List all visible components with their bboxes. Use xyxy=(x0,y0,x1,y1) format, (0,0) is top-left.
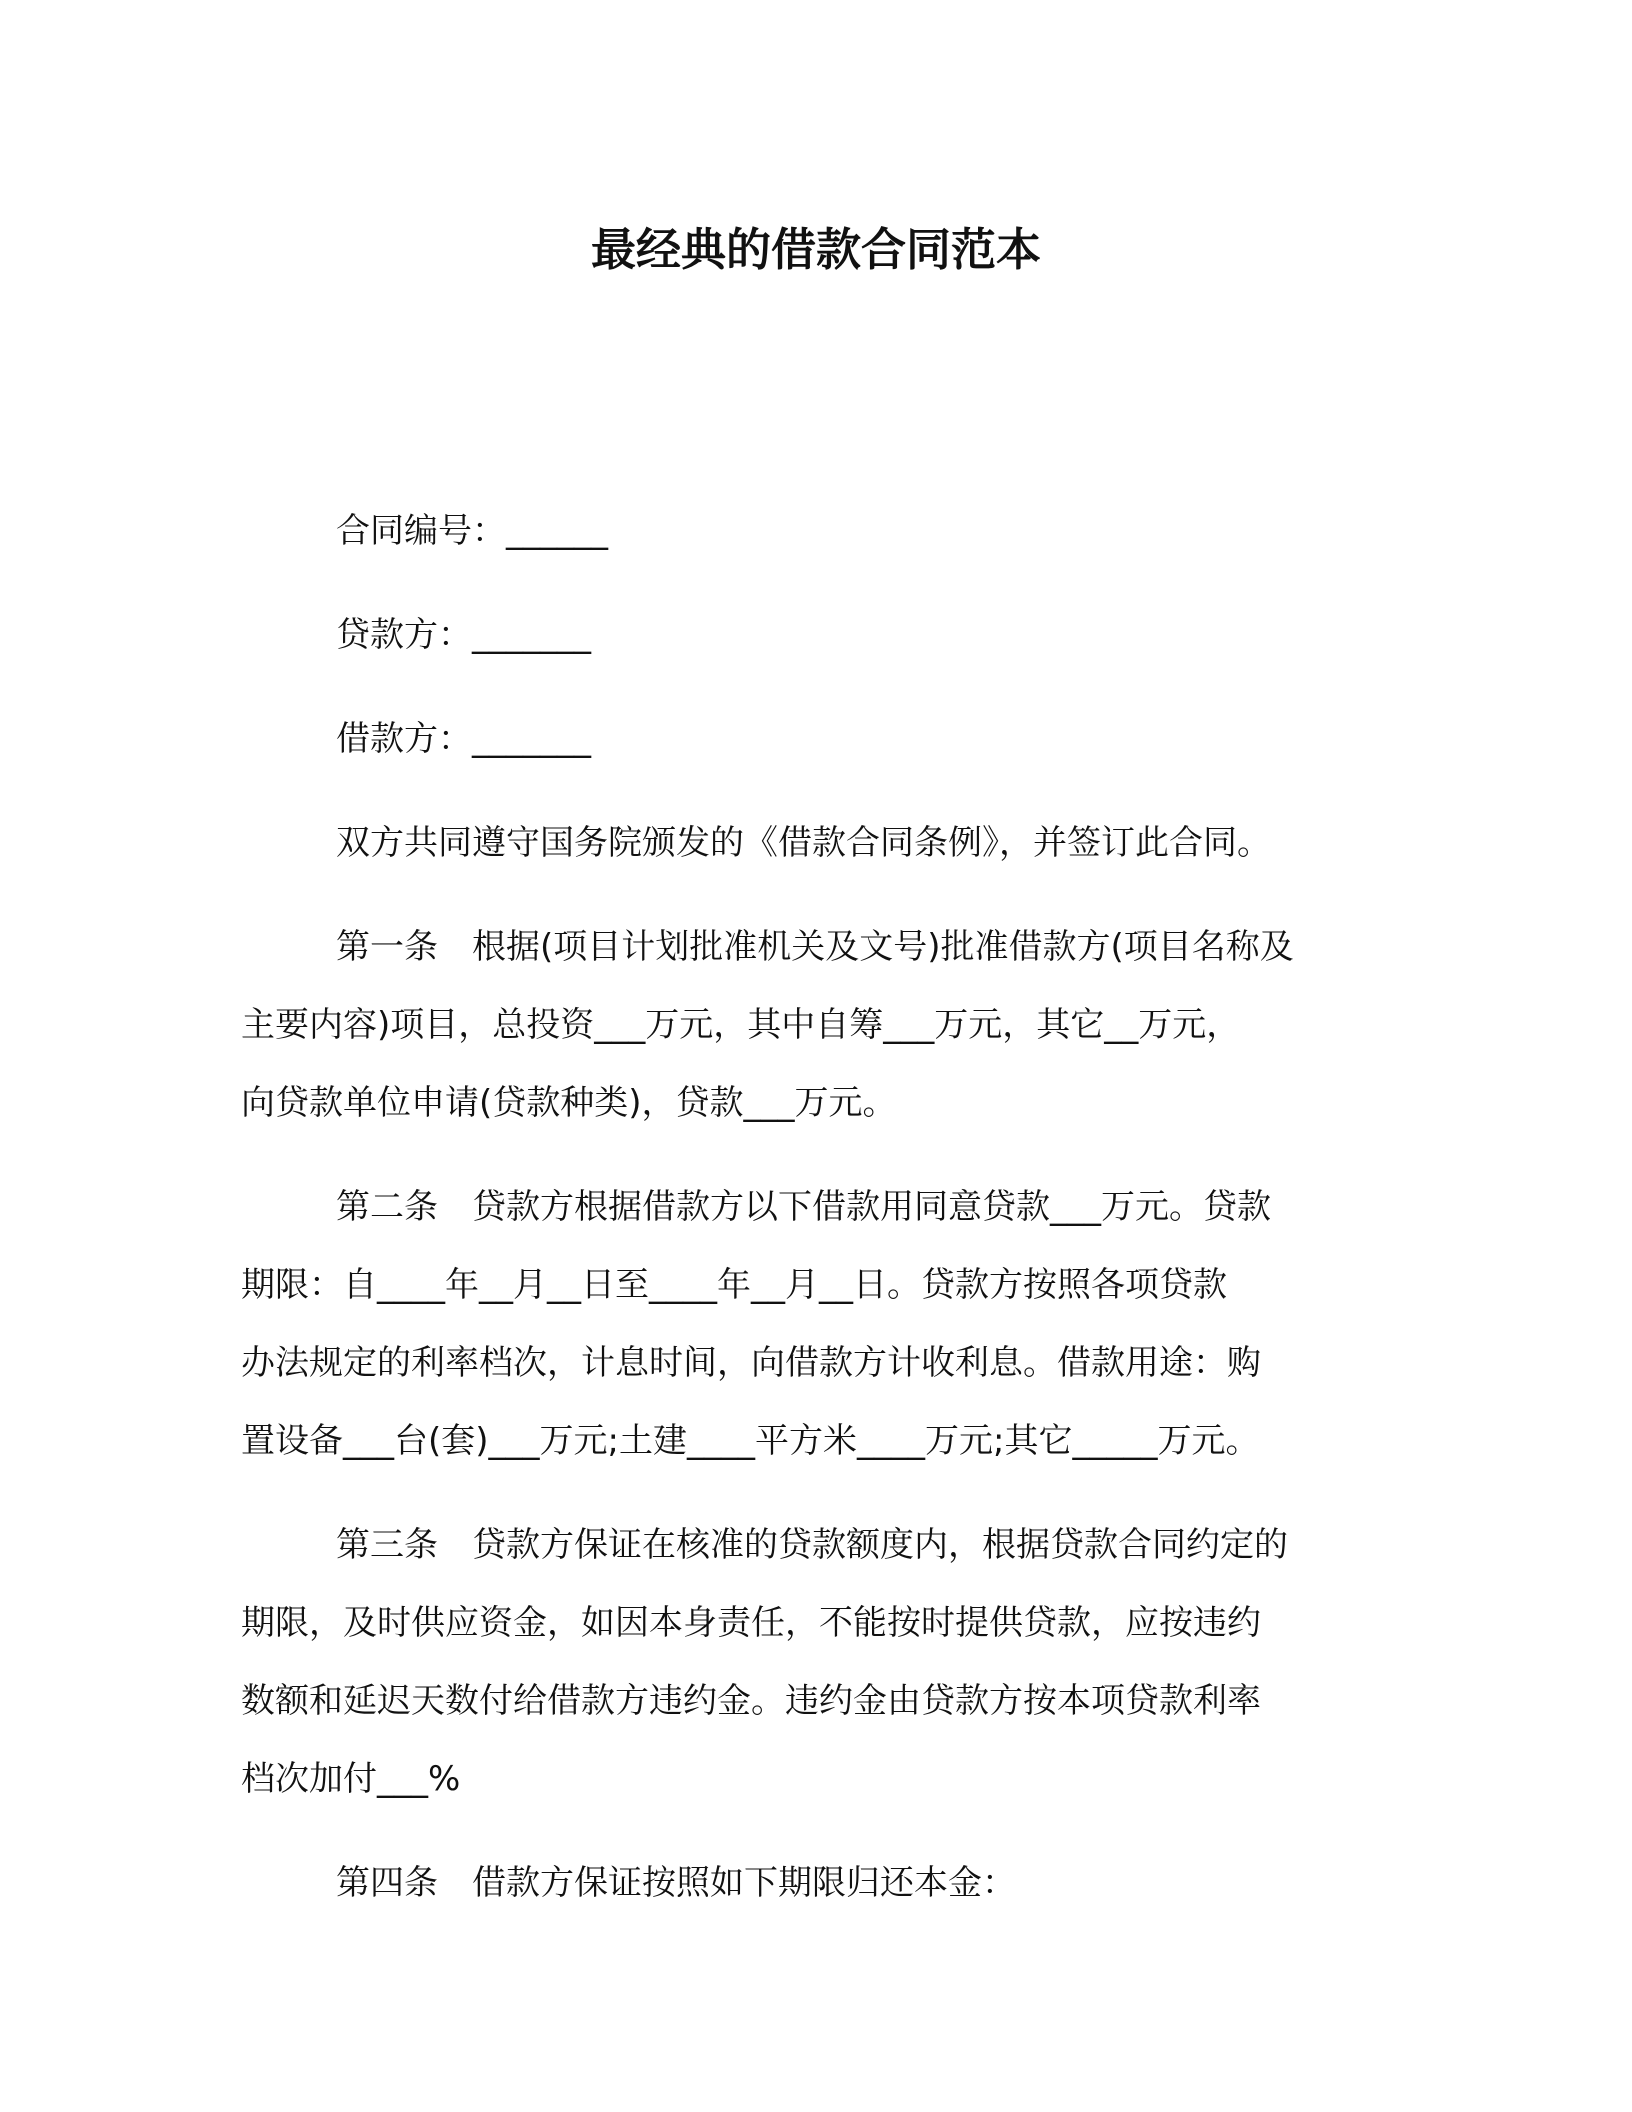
contract-number-blank: ______ xyxy=(506,511,608,551)
article-1-line-2: 主要内容)项目，总投资___万元，其中自筹___万元，其它__万元， xyxy=(241,1005,1241,1045)
article-2-line-2: 期限：自____年__月__日至____年__月__日。贷款方按照各项贷款 xyxy=(241,1265,1227,1305)
article-4-line-1: 第四条 借款方保证按照如下期限归还本金： xyxy=(336,1863,1016,1903)
article-2-line-4: 置设备___台(套)___万元;土建____平方米____万元;其它_____万元。 xyxy=(241,1421,1260,1461)
contract-number-field xyxy=(241,492,1401,570)
document-title: 最经典的借款合同范本 xyxy=(590,223,1041,276)
lender-blank: _______ xyxy=(472,615,591,655)
article-3-line-3: 数额和延迟天数付给借款方违约金。违约金由贷款方按本项贷款利率 xyxy=(241,1681,1261,1721)
borrower-field xyxy=(241,700,1401,778)
lender-field xyxy=(241,596,1401,674)
article-2-line-1: 第二条 贷款方根据借款方以下借款用同意贷款___万元。贷款 xyxy=(336,1187,1271,1227)
contract-number-label: 合同编号： xyxy=(336,511,506,551)
article-4 xyxy=(241,1844,1401,1922)
article-1 xyxy=(241,908,1401,1142)
article-2-line-3: 办法规定的利率档次，计息时间，向借款方计收利息。借款用途：购 xyxy=(241,1343,1261,1383)
article-3-line-4: 档次加付___% xyxy=(241,1759,461,1799)
article-3-line-1: 第三条 贷款方保证在核准的贷款额度内，根据贷款合同约定的 xyxy=(336,1525,1288,1565)
article-1-line-1: 第一条 根据(项目计划批准机关及文号)批准借款方(项目名称及 xyxy=(336,927,1294,967)
article-2 xyxy=(241,1168,1401,1480)
document-body xyxy=(241,492,1401,1948)
lender-label: 贷款方： xyxy=(336,615,472,655)
article-3 xyxy=(241,1506,1401,1818)
intro-paragraph: 双方共同遵守国务院颁发的《借款合同条例》，并签订此合同。 xyxy=(336,823,1271,863)
article-3-line-2: 期限，及时供应资金，如因本身责任，不能按时提供贷款，应按违约 xyxy=(241,1603,1261,1643)
borrower-blank: _______ xyxy=(472,719,591,759)
borrower-label: 借款方： xyxy=(336,719,472,759)
article-1-line-3: 向贷款单位申请(贷款种类)，贷款___万元。 xyxy=(241,1083,897,1123)
